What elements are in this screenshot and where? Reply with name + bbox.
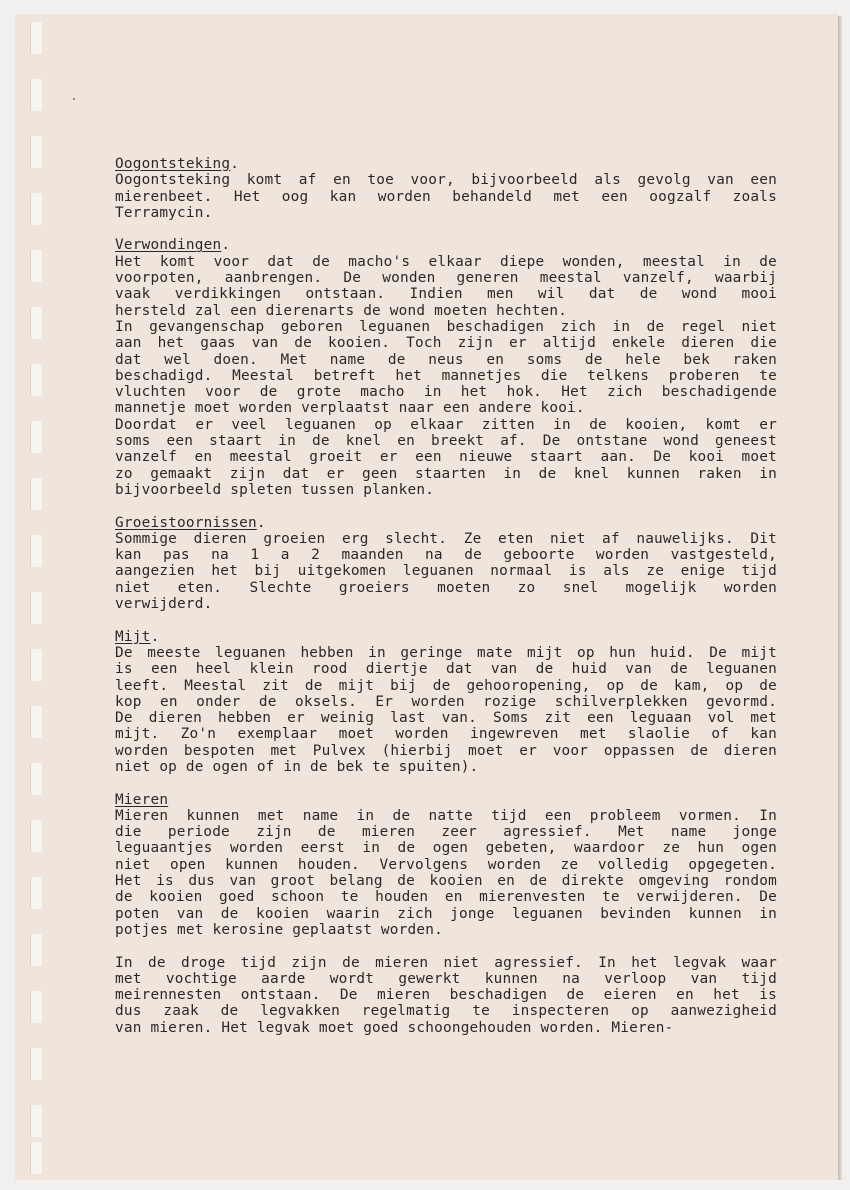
- section-groeistoornissen: [115, 515, 777, 613]
- text-line: kop en onder de oksels. Er worden rozige schilverplekken gevormd.: [115, 693, 777, 710]
- text-line: De dieren hebben er weinig last van. Soms zit een leguaan vol met: [115, 710, 777, 727]
- text-line: soms een staart in de knel en breekt af. De ontstane wond geneest: [115, 433, 777, 450]
- text-line: In gevangenschap geboren leguanen beschadigen zich in de regel niet: [115, 318, 777, 335]
- section-heading: [115, 237, 777, 253]
- binder-hole: [30, 193, 42, 225]
- text-line: Oogontsteking komt af en toe voor, bijvoorbeeld als gevolg van een: [115, 172, 777, 189]
- heading-text: Mijt: [115, 628, 151, 645]
- binder-hole: [30, 877, 42, 909]
- paragraph: [115, 172, 777, 221]
- section-continuation: [115, 955, 777, 1036]
- binder-hole: [30, 820, 42, 852]
- paragraph: [115, 808, 777, 938]
- text-line: bijvoorbeeld spleten tussen planken.: [115, 481, 435, 498]
- heading-suffix: .: [150, 628, 160, 645]
- text-line: die periode zijn de mieren zeer agressief. Met name jonge: [115, 824, 777, 841]
- text-line: de kooien goed schoon te houden en mierenvesten te verwijderen. De: [115, 889, 777, 906]
- text-line: Het is dus van groot belang de kooien en de direkte omgeving rondom: [115, 873, 777, 890]
- binder-hole: [30, 592, 42, 624]
- binder-hole: [30, 307, 42, 339]
- heading-suffix: .: [221, 237, 231, 254]
- paragraph: [115, 531, 777, 612]
- binder-hole: [30, 250, 42, 282]
- text-line: niet op de ogen of in de bek te spuiten).: [115, 758, 479, 775]
- text-line: Terramycin.: [115, 204, 213, 221]
- heading-suffix: .: [256, 514, 266, 531]
- binder-hole: [30, 421, 42, 453]
- binder-hole: [30, 136, 42, 168]
- text-line: leeft. Meestal zit de mijt bij de gehooropening, op de kam, op de: [115, 677, 777, 694]
- text-line: potjes met kerosine geplaatst worden.: [115, 921, 443, 938]
- section-heading: [115, 515, 777, 531]
- text-line: dat wel doen. Met name de neus en soms de hele bek raken: [115, 351, 777, 368]
- text-line: Het komt voor dat de macho's elkaar diepe wonden, meestal in de: [115, 253, 777, 270]
- text-line: leguaantjes worden eerst in de ogen gebeten, waardoor ze hun ogen: [115, 840, 777, 857]
- section-oogontsteking: [115, 156, 777, 221]
- binder-hole: [30, 649, 42, 681]
- section-mieren: [115, 792, 777, 939]
- text-line: kan pas na 1 a 2 maanden na de geboorte worden vastgesteld,: [115, 547, 777, 564]
- text-line: niet open kunnen houden. Vervolgens worden ze volledig opgegeten.: [115, 856, 777, 873]
- binder-hole: [30, 934, 42, 966]
- text-line: zo gemaakt zijn dat er geen staarten in de knel kunnen raken in: [115, 465, 777, 482]
- text-line: hersteld zal een dierenarts de wond moeten hechten.: [115, 302, 568, 319]
- text-line: met vochtige aarde wordt gewerkt kunnen na verloop van tijd: [115, 970, 777, 987]
- text-line: van mieren. Het legvak moet goed schoongehouden worden. Mieren-: [115, 1019, 674, 1036]
- document-body: [115, 156, 777, 1052]
- paragraph: [115, 955, 777, 1036]
- text-line: vanzelf en meestal groeit er een nieuwe staart aan. De kooi moet: [115, 449, 777, 466]
- text-line: voorpoten, aanbrengen. De wonden generen meestal vanzelf, waarbij: [115, 270, 777, 287]
- text-line: mannetje moet worden verplaatst naar een andere kooi.: [115, 400, 585, 417]
- text-line: De meeste leguanen hebben in geringe mate mijt op hun huid. De mijt: [115, 644, 777, 661]
- text-line: verwijderd.: [115, 596, 213, 613]
- text-line: vluchten voor de grote macho in het hok. Het zich beschadigende: [115, 384, 777, 401]
- binder-hole: [30, 1142, 42, 1174]
- heading-text: Groeistoornissen: [115, 514, 257, 531]
- binder-hole: [30, 706, 42, 738]
- text-line: dus zaak de legvakken regelmatig te inspecteren op aanwezigheid: [115, 1003, 777, 1020]
- text-line: worden bespoten met Pulvex (hierbij moet er voor oppassen de dieren: [115, 742, 777, 759]
- binder-hole: [30, 1105, 42, 1137]
- text-line: mierenbeet. Het oog kan worden behandeld met een oogzalf zoals: [115, 188, 777, 205]
- binder-hole: [30, 1048, 42, 1080]
- section-verwondingen: [115, 237, 777, 498]
- heading-text: Oogontsteking: [115, 156, 231, 172]
- heading-suffix: .: [230, 156, 240, 172]
- heading-text: Mieren: [115, 791, 169, 808]
- heading-text: Verwondingen: [115, 237, 222, 254]
- binder-hole: [30, 79, 42, 111]
- paragraph: [115, 254, 777, 498]
- section-heading: [115, 792, 777, 808]
- text-line: poten van de kooien waarin zich jonge leguanen bevinden kunnen in: [115, 905, 777, 922]
- text-line: aangezien het bij uitgekomen leguanen normaal is als ze enige tijd: [115, 563, 777, 580]
- text-line: meirennesten ontstaan. De mieren beschadigen de eieren en het is: [115, 987, 777, 1004]
- text-line: Doordat er veel leguanen op elkaar zitten in de kooien, komt er: [115, 416, 777, 433]
- text-line: Sommige dieren groeien erg slecht. Ze eten niet af nauwelijks. Dit: [115, 530, 777, 547]
- text-line: vaak verdikkingen ontstaan. Indien men wil dat de wond mooi: [115, 286, 777, 303]
- binder-hole: [30, 763, 42, 795]
- section-heading: [115, 629, 777, 645]
- text-line: is een heel klein rood diertje dat van de huid van de leguanen: [115, 661, 777, 678]
- section-mijt: [115, 629, 777, 776]
- page-edge: [838, 16, 842, 1180]
- text-line: aan het gaas van de kooien. Toch zijn er altijd enkele dieren die: [115, 335, 777, 352]
- section-heading: [115, 156, 777, 172]
- binder-hole: [30, 991, 42, 1023]
- text-line: Mieren kunnen met name in de natte tijd een probleem vormen. In: [115, 807, 777, 824]
- binder-hole: [30, 364, 42, 396]
- paper-speck: [73, 98, 75, 100]
- binder-hole: [30, 478, 42, 510]
- text-line: niet eten. Slechte groeiers moeten zo snel mogelijk worden: [115, 579, 777, 596]
- binder-hole-strip: [30, 22, 44, 1182]
- binder-hole: [30, 22, 42, 54]
- text-line: beschadigd. Meestal betreft het mannetjes die telkens proberen te: [115, 367, 777, 384]
- text-line: In de droge tijd zijn de mieren niet agressief. In het legvak waar: [115, 954, 777, 971]
- text-line: mijt. Zo'n exemplaar moet worden ingewreven met slaolie of kan: [115, 726, 777, 743]
- binder-hole: [30, 535, 42, 567]
- paragraph: [115, 645, 777, 775]
